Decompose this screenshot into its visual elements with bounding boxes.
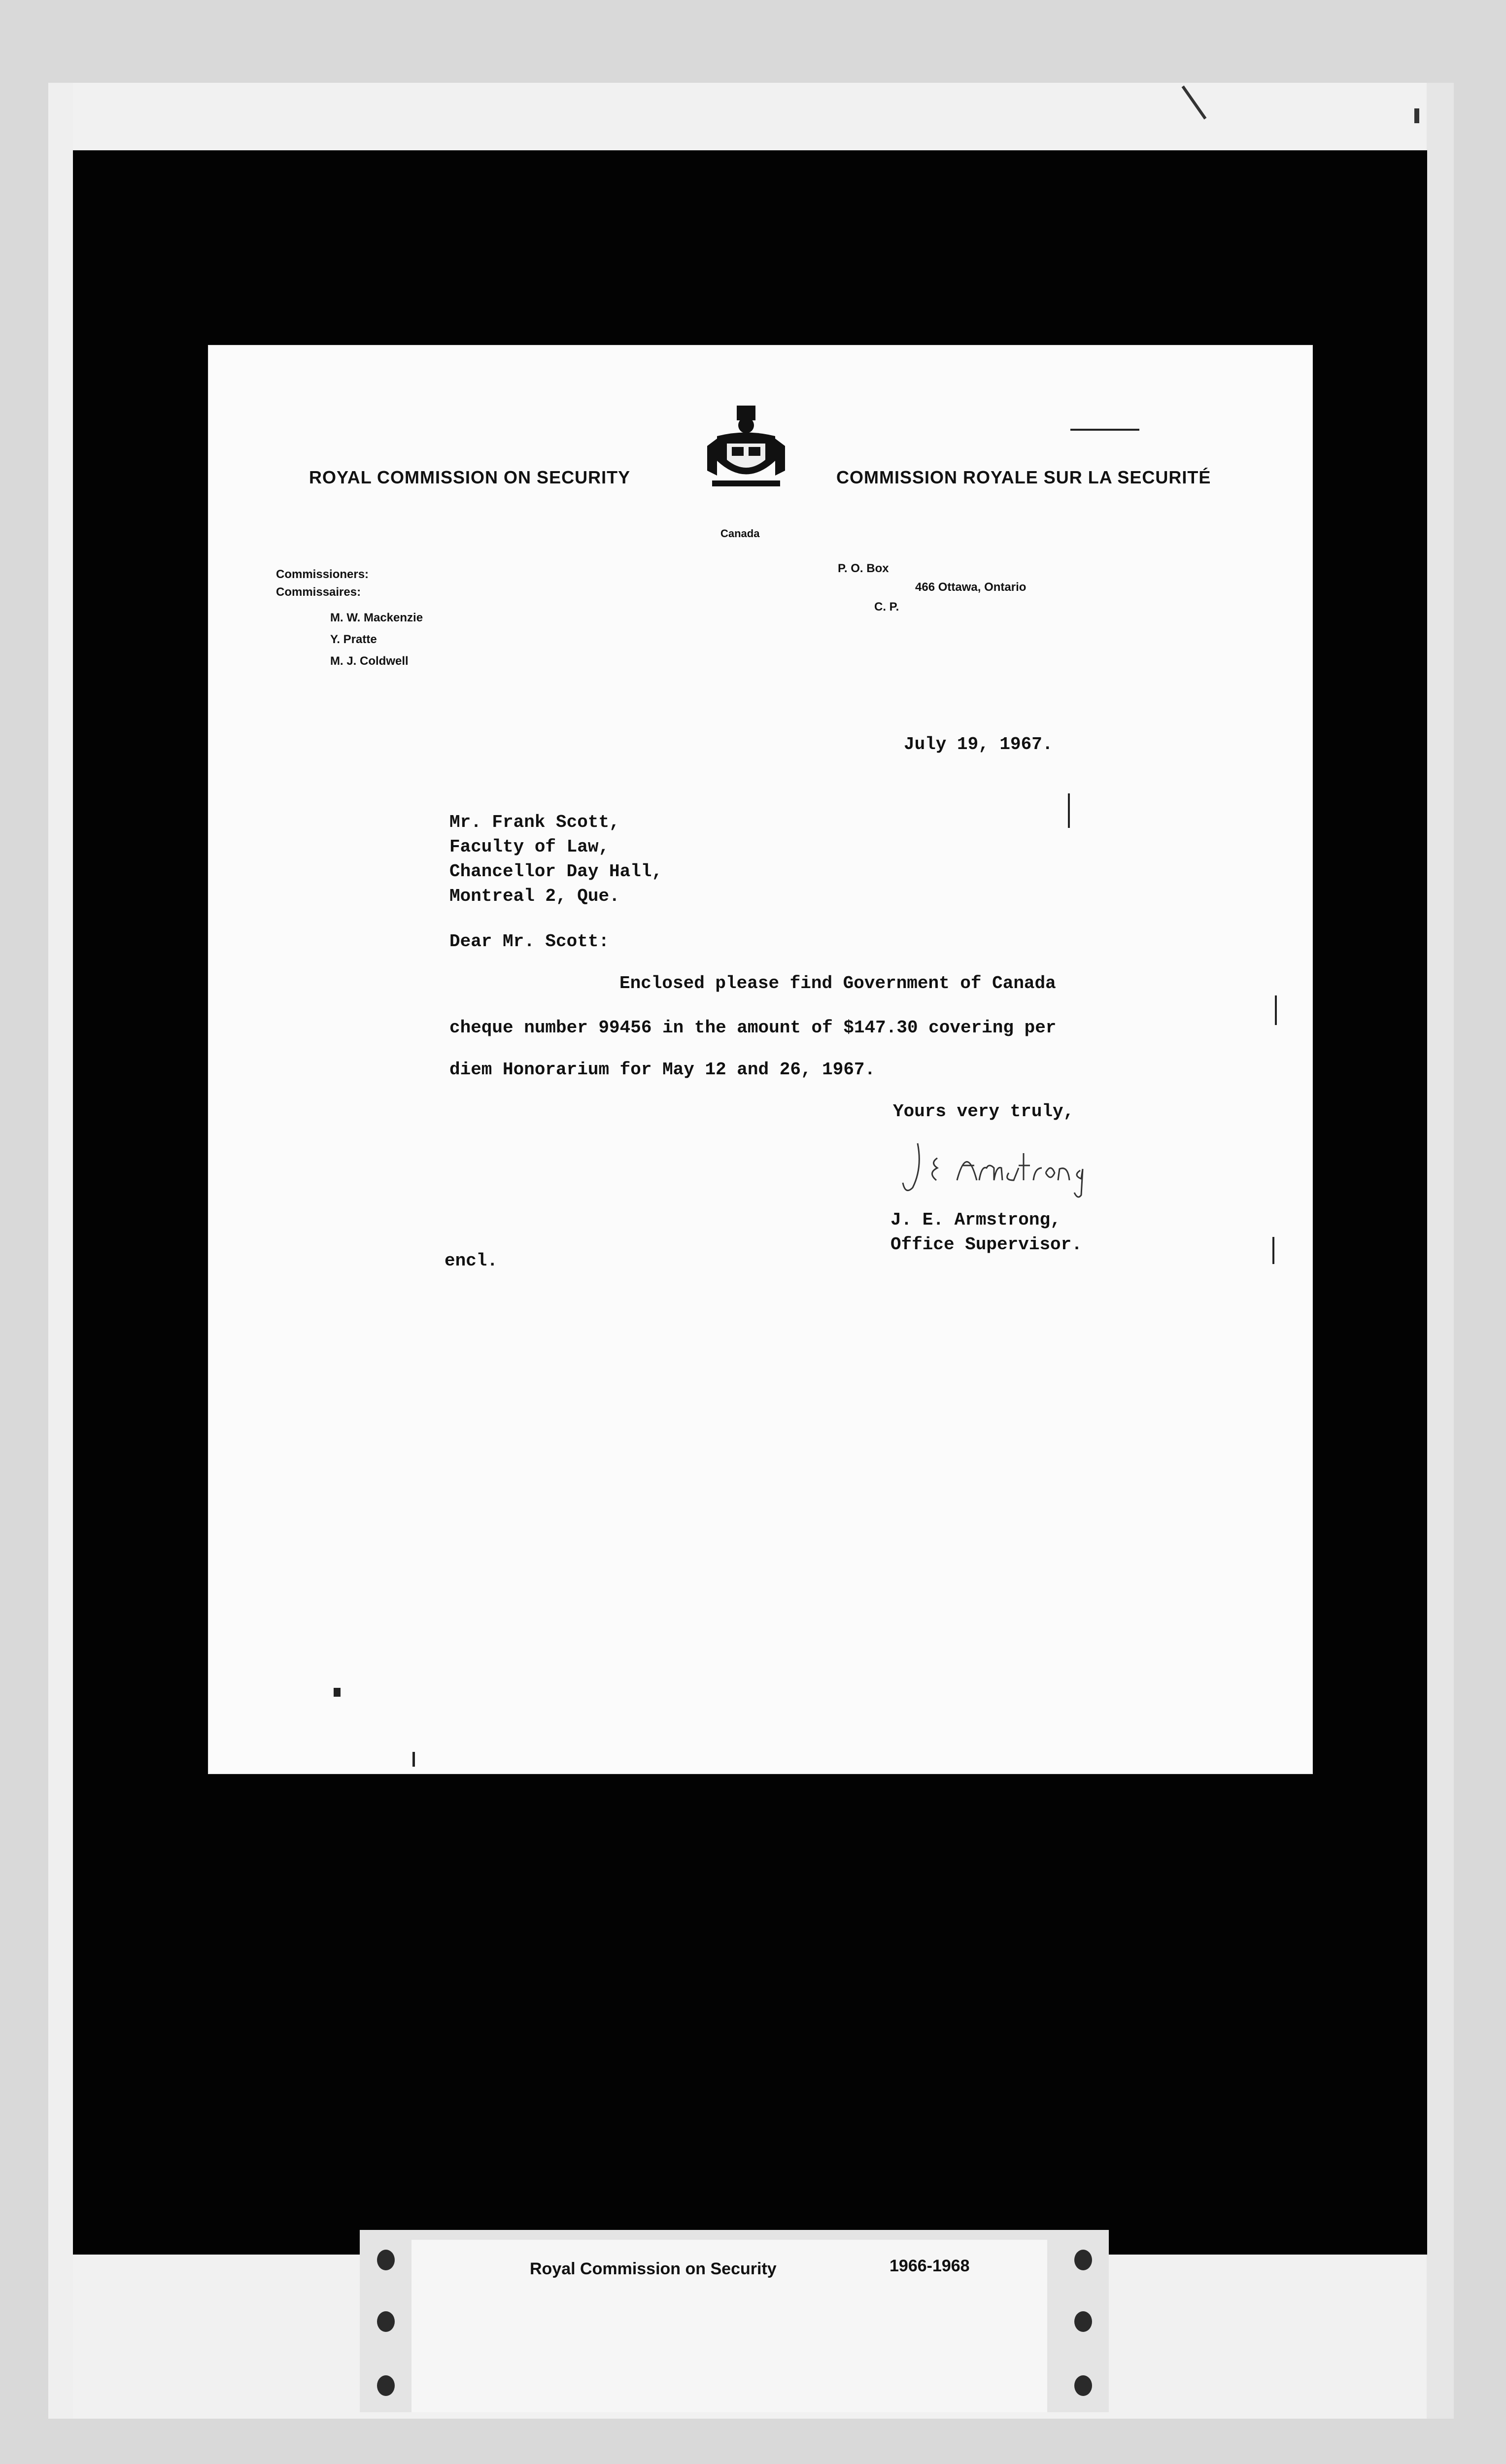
canada-crest-icon (702, 402, 790, 490)
film-left-edge (48, 83, 73, 2419)
punch-hole (377, 2375, 395, 2396)
page-mark (1070, 429, 1139, 431)
page-mark (412, 1752, 415, 1767)
punch-hole (377, 2250, 395, 2270)
cp-label: C. P. (874, 600, 899, 614)
page-mark (1068, 793, 1070, 828)
collection-name: Royal Commission on Security (530, 2259, 777, 2278)
addressee-line: Montreal 2, Que. (449, 886, 620, 906)
film-right-edge (1427, 83, 1454, 2419)
commissioners-label-en: Commissioners: (276, 568, 369, 581)
signer-name: J. E. Armstrong, (890, 1210, 1061, 1230)
commissioner-name: M. J. Coldwell (330, 654, 409, 668)
label-card (411, 2240, 1047, 2412)
page-mark (334, 1688, 341, 1697)
film-scratch (1414, 108, 1419, 123)
letterhead-english: ROYAL COMMISSION ON SECURITY (309, 467, 631, 487)
enclosure-note: encl. (445, 1251, 498, 1271)
addressee-line: Mr. Frank Scott, (449, 812, 620, 832)
letter-date: July 19, 1967. (904, 734, 1053, 754)
body-line: cheque number 99456 in the amount of $147.30 covering per (449, 1018, 1057, 1038)
addressee-line: Faculty of Law, (449, 837, 610, 857)
commissioner-name: M. W. Mackenzie (330, 611, 423, 624)
punch-hole (1074, 2375, 1092, 2396)
punch-hole (1074, 2311, 1092, 2332)
archive-label (360, 2230, 1109, 2412)
letter-page (208, 345, 1313, 1774)
signer-title: Office Supervisor. (890, 1234, 1082, 1255)
letterhead-french: COMMISSION ROYALE SUR LA SECURITÉ (836, 467, 1211, 487)
addressee-line: Chancellor Day Hall, (449, 861, 663, 882)
po-box-label: P. O. Box (838, 562, 889, 575)
handwritten-signature (898, 1133, 1125, 1202)
collection-years: 1966-1968 (890, 2257, 970, 2275)
commissioner-name: Y. Pratte (330, 633, 377, 646)
body-line: Enclosed please find Government of Canada (619, 973, 1056, 993)
crest-caption: Canada (720, 527, 760, 540)
salutation: Dear Mr. Scott: (449, 931, 610, 952)
body-line: diem Honorarium for May 12 and 26, 1967. (449, 1060, 876, 1080)
punch-hole (377, 2311, 395, 2332)
page-mark (1275, 995, 1277, 1025)
closing: Yours very truly, (893, 1101, 1074, 1122)
punch-hole (1074, 2250, 1092, 2270)
commissioners-label-fr: Commissaires: (276, 585, 361, 599)
return-address: 466 Ottawa, Ontario (915, 581, 1027, 594)
page-mark (1272, 1237, 1274, 1264)
